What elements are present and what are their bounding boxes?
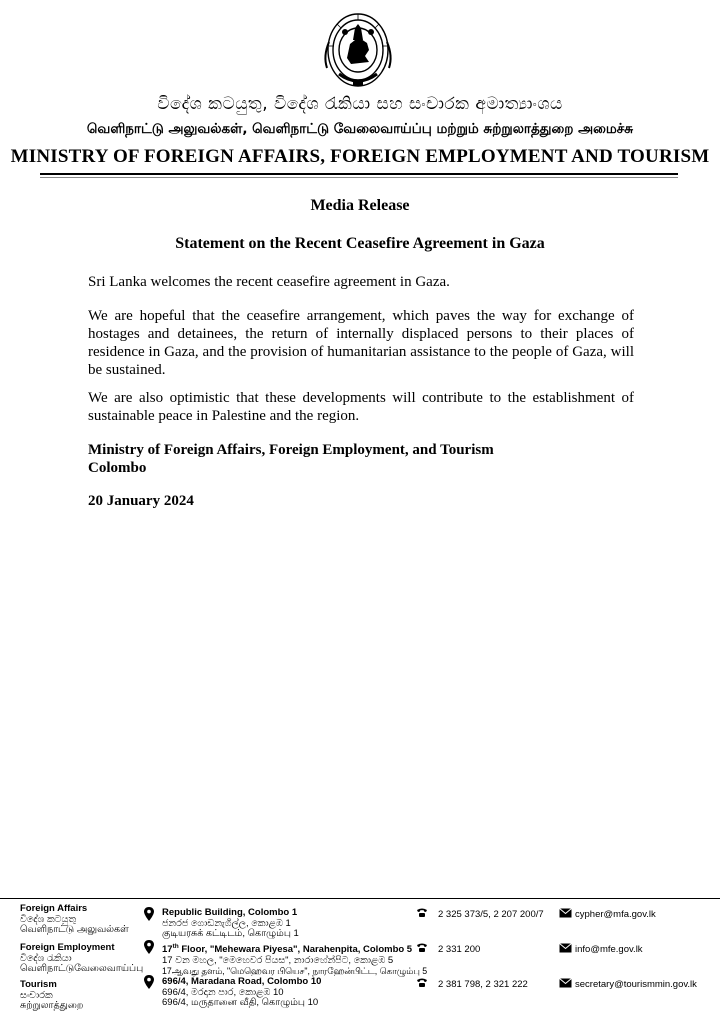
- footer-phone-tourism: 2 381 798, 2 321 222: [438, 979, 528, 990]
- signatory: Ministry of Foreign Affairs, Foreign Employment, and Tourism: [88, 442, 494, 458]
- footer-address-foreign-employment: [162, 942, 427, 977]
- footer-phone-foreign-employment: 2 331 200: [438, 944, 481, 955]
- address-sinhala: 17 වන මහල, "මෙහෙවර පියස", නාරාහේන්පිට, කොළඹ 5: [162, 954, 394, 966]
- footer-phone-foreign-affairs: 2 325 373/5, 2 207 200/7: [438, 909, 544, 920]
- footer-office-foreign-employment: [20, 943, 143, 975]
- document-type: Media Release: [310, 197, 410, 214]
- sri-lanka-emblem: [317, 6, 399, 92]
- footer-email-foreign-affairs[interactable]: cypher@mfa.gov.lk: [575, 909, 656, 920]
- paragraph-2: We are hopeful that the ceasefire arrangement, which paves the way for exchange of hostages and detainees, the return of internally displaced persons to their places of residence in Gaza, and the provision of humanitarian assistance to the people of Gaza, will be sustained.: [88, 308, 634, 378]
- footer-address-foreign-affairs: [162, 908, 299, 940]
- footer-email-foreign-employment[interactable]: info@mfe.gov.lk: [575, 944, 643, 955]
- footer-divider: [0, 898, 720, 899]
- office-name: Foreign Affairs: [20, 903, 88, 914]
- footer-address-tourism: [162, 977, 321, 1009]
- ministry-name-sinhala: විදේශ කටයුතු, විදේශ රැකියා සහ සංචාරක අමාත්‍යාංශය: [157, 94, 563, 114]
- address-sinhala: ජනරජ ගොඩනැගිල්ල, කොළඹ 1: [162, 917, 291, 929]
- address-tamil: குடியரசுக் கட்டிடம், கொழும்பு 1: [162, 928, 299, 939]
- office-name-tamil: சுற்றுலாத்துறை: [20, 1000, 84, 1011]
- paragraph-1: Sri Lanka welcomes the recent ceasefire agreement in Gaza.: [88, 274, 450, 290]
- footer-email-tourism[interactable]: secretary@tourismmin.gov.lk: [575, 979, 697, 990]
- address-english: 696/4, Maradana Road, Colombo 10: [162, 976, 322, 987]
- ministry-name-tamil: வெளிநாட்டு அலுவல்கள், வெளிநாட்டு வேலைவாய்ப்பு மற்றும் சுற்றுலாத்துறை அமைச்சு: [86, 121, 634, 137]
- office-name: Tourism: [20, 979, 57, 990]
- map-pin-icon: [143, 975, 155, 989]
- address-english: 17th Floor, "Mehewara Piyesa", Narahenpita, Colombo 5: [162, 943, 413, 956]
- envelope-icon: [559, 978, 572, 988]
- address-tamil: 17ஆவது தளம், "மெஹெவர பியெச", நாரஹேன்பிட்ட, கொழும்பு 5: [162, 966, 428, 977]
- office-name-tamil: வெளிநாட்டுவேலைவாய்ப்பு: [20, 963, 144, 974]
- map-pin-icon: [143, 940, 155, 954]
- address-sinhala: 696/4, මරදාන පාර, කොළඹ 10: [162, 986, 284, 998]
- address-english: Republic Building, Colombo 1: [162, 907, 298, 918]
- ministry-name-english: MINISTRY OF FOREIGN AFFAIRS, FOREIGN EMPLOYMENT AND TOURISM: [10, 146, 710, 167]
- release-date: 20 January 2024: [88, 493, 194, 509]
- footer-office-tourism: [20, 980, 83, 1012]
- address-tamil: 696/4, மருதானை வீதி, கொழும்பு 10: [162, 997, 319, 1008]
- header-divider-thin: [40, 177, 678, 178]
- footer-office-foreign-affairs: [20, 904, 129, 936]
- office-name-tamil: வெளிநாட்டு அலுவல்கள்: [20, 924, 129, 935]
- envelope-icon: [559, 908, 572, 918]
- signatory-city: Colombo: [88, 460, 147, 476]
- office-name-sinhala: සංචාරක: [20, 989, 53, 1001]
- telephone-icon: [416, 941, 428, 955]
- map-pin-icon: [143, 907, 155, 921]
- telephone-icon: [416, 906, 428, 920]
- header-divider: [40, 173, 678, 175]
- statement-title: Statement on the Recent Ceasefire Agreement in Gaza: [175, 235, 545, 252]
- envelope-icon: [559, 943, 572, 953]
- telephone-icon: [416, 976, 428, 990]
- paragraph-3: We are also optimistic that these developments will contribute to the establishment of sustainable peace in Palestine and the region.: [88, 390, 634, 424]
- office-name-sinhala: විදේශ කටයුතු: [20, 913, 77, 925]
- office-name: Foreign Employment: [20, 942, 115, 953]
- office-name-sinhala: විදේශ රැකියා: [20, 952, 72, 964]
